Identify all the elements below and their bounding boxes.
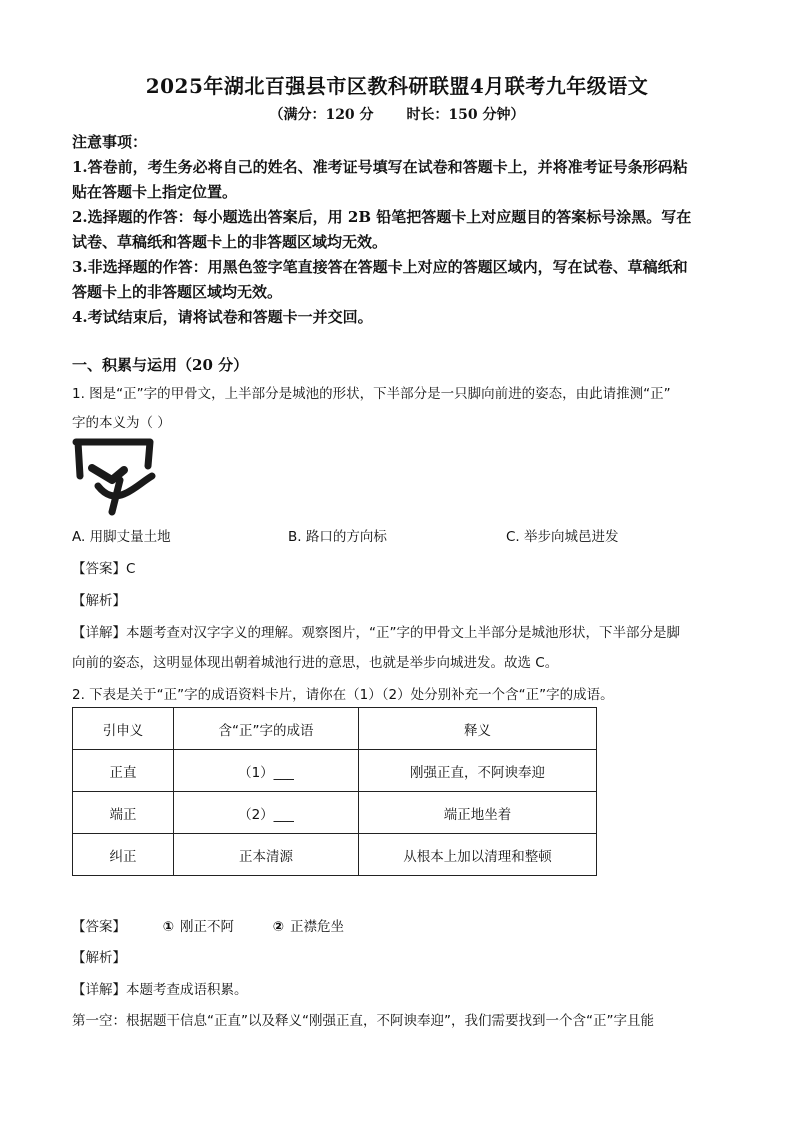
table-cell: （1）___: [174, 750, 359, 792]
answer-mark-1: ①: [162, 919, 175, 935]
q2-answer-1: 刚正不阿: [180, 919, 235, 935]
q2-blank1-explanation: 第一空：根据题干信息“正直”以及释义“刚强正直，不阿谀奉迎”，我们需要找到一个含“正”字且能: [72, 1013, 654, 1029]
notice-line: 贴在答题卡上指定位置。: [72, 183, 238, 201]
table-header-row: [73, 708, 597, 750]
idiom-card-table: [72, 707, 597, 876]
q1-detail: 【详解】本题考查对汉字字义的理解。观察图片，“正”字的甲骨文上半部分是城池形状，下半部分是脚: [72, 625, 680, 641]
table-cell: 从根本上加以清理和整顿: [359, 834, 597, 876]
q1-option-b: B. 路口的方向标: [288, 529, 387, 545]
table-cell: 纠正: [73, 834, 174, 876]
q1-answer: 【答案】C: [72, 561, 136, 577]
q2-analysis-label: 【解析】: [72, 950, 126, 966]
table-header: 含“正”字的成语: [174, 708, 359, 750]
table-cell: （2）___: [174, 792, 359, 834]
q2-answer: [72, 915, 344, 935]
q1-detail-cont: 向前的姿态，这明显体现出朝着城池行进的意思，也就是举步向城进发。故选 C。: [72, 655, 559, 671]
notice-line: 3.非选择题的作答：用黑色签字笔直接答在答题卡上对应的答题区域内，写在试卷、草稿纸和: [72, 258, 688, 276]
table-cell: 正直: [73, 750, 174, 792]
score-and-time: [0, 104, 794, 124]
q2-answer-label: 【答案】: [72, 919, 126, 935]
oracle-bone-glyph-image: [72, 436, 156, 516]
table-cell: 端正地坐着: [359, 792, 597, 834]
q1-stem-cont: 字的本义为（ ）: [72, 415, 171, 431]
table-row: [73, 834, 597, 876]
q1-option-a: A. 用脚丈量土地: [72, 529, 171, 545]
notice-line: 1.答卷前，考生务必将自己的姓名、准考证号填写在试卷和答题卡上，并将准考证号条形码粘: [72, 158, 688, 176]
notice-line: 4.考试结束后，请将试卷和答题卡一并交回。: [72, 308, 373, 326]
answer-mark-2: ②: [272, 919, 285, 935]
notice-line: 试卷、草稿纸和答题卡上的非答题区域均无效。: [72, 233, 388, 251]
q2-stem: 2. 下表是关于“正”字的成语资料卡片，请你在（1）（2）处分别补充一个含“正”字的成语。: [72, 687, 614, 703]
q2-answer-2: 正襟危坐: [290, 919, 345, 935]
table-header: 引申义: [73, 708, 174, 750]
table-row: [73, 792, 597, 834]
table-cell: 正本清源: [174, 834, 359, 876]
table-header: 释义: [359, 708, 597, 750]
table-row: [73, 750, 597, 792]
notice-heading: 注意事项：: [72, 133, 148, 151]
page-title: 2025年湖北百强县市区教科研联盟4月联考九年级语文: [145, 74, 649, 98]
notice-line: 答题卡上的非答题区域均无效。: [72, 283, 283, 301]
q2-detail: 【详解】本题考查成语积累。: [72, 982, 248, 998]
q1-analysis-label: 【解析】: [72, 593, 126, 609]
table-cell: 端正: [73, 792, 174, 834]
q1-stem: 1. 图是“正”字的甲骨文，上半部分是城池的形状，下半部分是一只脚向前进的姿态，由此请推测“正”: [72, 386, 671, 402]
section-heading: 一、积累与运用（20 分）: [72, 356, 249, 374]
time-limit: 时长：150 分钟）: [406, 107, 525, 123]
notice-line: 2.选择题的作答：每小题选出答案后，用 2B 铅笔把答题卡上对应题目的答案标号涂黑。写在: [72, 208, 692, 226]
full-score: （满分：120 分: [269, 107, 374, 123]
q1-option-c: C. 举步向城邑进发: [506, 529, 619, 545]
table-cell: 刚强正直，不阿谀奉迎: [359, 750, 597, 792]
